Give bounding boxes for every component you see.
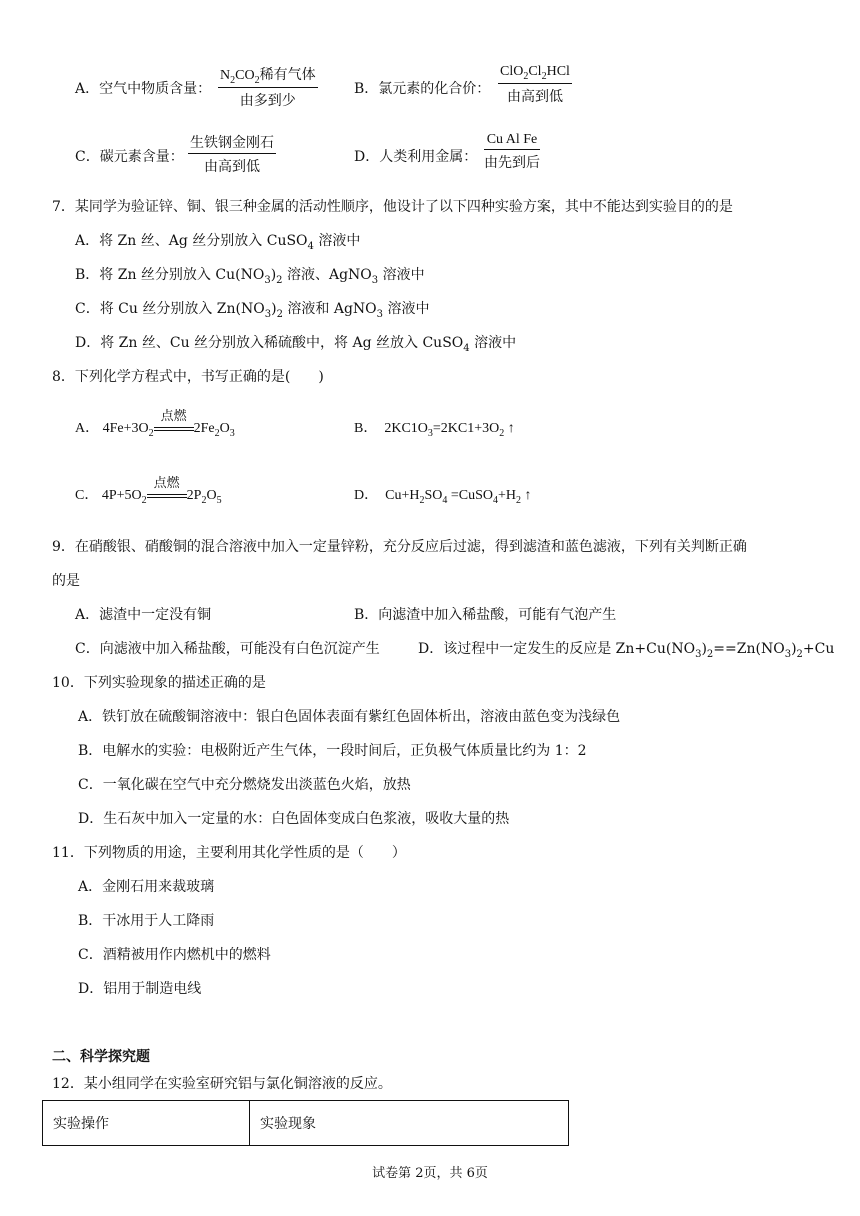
q8-option-c — [75, 476, 222, 506]
q8-option-d: D． $Cu+H_2SO_4$ $=CuSO_4+H_2$ ↑ — [354, 488, 532, 506]
q7-option-b: B．将 Zn 丝分别放入 $Cu(NO_3)_2$ 溶液、AgNO$_3$ 溶液中 — [75, 267, 425, 286]
q8-option-a-left: $4Fe+3O_2$ — [102, 421, 154, 439]
q6-option-b-numerator: $ClO_2Cl_2HCl$ — [500, 64, 570, 82]
q6-option-a-numerator: $N_2CO_2$稀有气体 — [218, 64, 318, 88]
q6-option-d-fraction — [484, 132, 540, 172]
q9-option-a: A．滤渣中一定没有铜 — [75, 607, 212, 623]
q7-stem: 7．某同学为验证锌、铜、银三种金属的活动性顺序，他设计了以下四种实验方案，其中不能达到实验目的的是 — [52, 199, 733, 215]
q10-stem: 10．下列实验现象的描述正确的是 — [52, 675, 266, 691]
q9-option-b: B．向滤渣中加入稀盐酸，可能有气泡产生 — [354, 607, 617, 623]
section-heading: 二、科学探究题 — [52, 1049, 150, 1065]
q6-option-a-fraction — [218, 64, 318, 110]
table-row — [43, 1101, 569, 1146]
q6-option-c-denominator: 由高到低 — [204, 159, 260, 175]
q6-option-d-numerator: Cu Al Fe — [484, 132, 540, 150]
q8-option-c-left: $4P+5O_2$ — [101, 488, 147, 506]
q11-option-a: A．金刚石用来裁玻璃 — [78, 879, 215, 895]
q11-stem: 11．下列物质的用途，主要利用其化学性质的是（ ） — [52, 845, 406, 861]
reaction-condition-arrow — [147, 476, 187, 504]
q11-option-b: B．干冰用于人工降雨 — [78, 913, 215, 929]
q12-stem: 12．某小组同学在实验室研究铝与氯化铜溶液的反应。 — [52, 1076, 392, 1092]
q8-option-b: B． $2KC1O_3=2KC1+3O_2$ ↑ — [354, 421, 515, 439]
q6-option-c-label: C．碳元素含量： — [75, 149, 184, 165]
q6-option-c-numerator: 生铁钢金刚石 — [188, 132, 276, 154]
q6-option-b-denominator: 由高到低 — [506, 88, 563, 105]
q6-option-b-fraction — [498, 64, 572, 106]
page-footer: 试卷第 2页，共 6页 — [372, 1166, 488, 1181]
q6-option-d-denominator: 由先到后 — [484, 155, 540, 171]
q7-option-c: C．将 Cu 丝分别放入 $Zn(NO_3)_2$ 溶液和 AgNO$_3$ 溶液中 — [75, 301, 430, 320]
q7-option-a: A．将 Zn 丝、Ag 丝分别放入 CuSO$_4$ 溶液中 — [75, 233, 361, 252]
q6-option-d-label: D．人类利用金属： — [354, 149, 478, 165]
q11-option-d: D．铝用于制造电线 — [78, 981, 202, 997]
q9-stem-line1: 9．在硝酸银、硝酸铜的混合溶液中加入一定量锌粉，充分反应后过滤，得到滤渣和蓝色滤液，下列有关判断正确 — [52, 539, 747, 555]
q9-option-c: C．向滤液中加入稀盐酸，可能没有白色沉淀产生 — [75, 641, 380, 657]
q9-option-d: D．该过程中一定发生的反应是 $Zn+Cu(NO_3)_2==Zn(NO_3)_2+Cu$ — [418, 641, 835, 660]
q6-option-a-label: A．空气中物质含量： — [75, 81, 212, 97]
q6-option-a-denominator: 由多到少 — [239, 92, 296, 109]
q7-option-d: D．将 Zn 丝、Cu 丝分别放入稀硫酸中，将 Ag 丝放入 CuSO$_4$ 溶液中 — [75, 335, 517, 354]
experiment-table — [42, 1100, 569, 1146]
q8-option-a — [75, 409, 235, 439]
q6-option-b-label: B．氯元素的化合价： — [354, 81, 491, 97]
q10-option-d: D．生石灰中加入一定量的水：白色固体变成白色浆液，吸收大量的热 — [78, 811, 510, 827]
table-header-phenomenon: 实验现象 — [250, 1101, 569, 1146]
table-header-operation: 实验操作 — [43, 1101, 250, 1146]
q8-option-a-right: $2Fe_2O_3$ — [193, 421, 235, 439]
q9-stem-line2: 的是 — [52, 573, 80, 589]
q8-option-c-condition: 点燃 — [153, 476, 180, 491]
q10-option-b: B．电解水的实验：电极附近产生气体，一段时间后，正负极气体质量比约为 1：2 — [78, 743, 587, 759]
q10-option-c: C．一氧化碳在空气中充分燃烧发出淡蓝色火焰，放热 — [78, 777, 411, 793]
q8-option-a-label: A． — [75, 421, 100, 436]
q8-option-c-right: $2P_2O_5$ — [186, 488, 222, 506]
q8-option-a-condition: 点燃 — [160, 409, 187, 424]
q11-option-c: C．酒精被用作内燃机中的燃料 — [78, 947, 271, 963]
q8-stem: 8．下列化学方程式中，书写正确的是( ) — [52, 369, 324, 385]
q6-option-c-fraction — [188, 132, 276, 176]
reaction-condition-arrow — [154, 409, 194, 437]
q8-option-c-label: C． — [75, 488, 99, 503]
q10-option-a: A．铁钉放在硫酸铜溶液中：银白色固体表面有紫红色固体析出，溶液由蓝色变为浅绿色 — [78, 709, 621, 725]
